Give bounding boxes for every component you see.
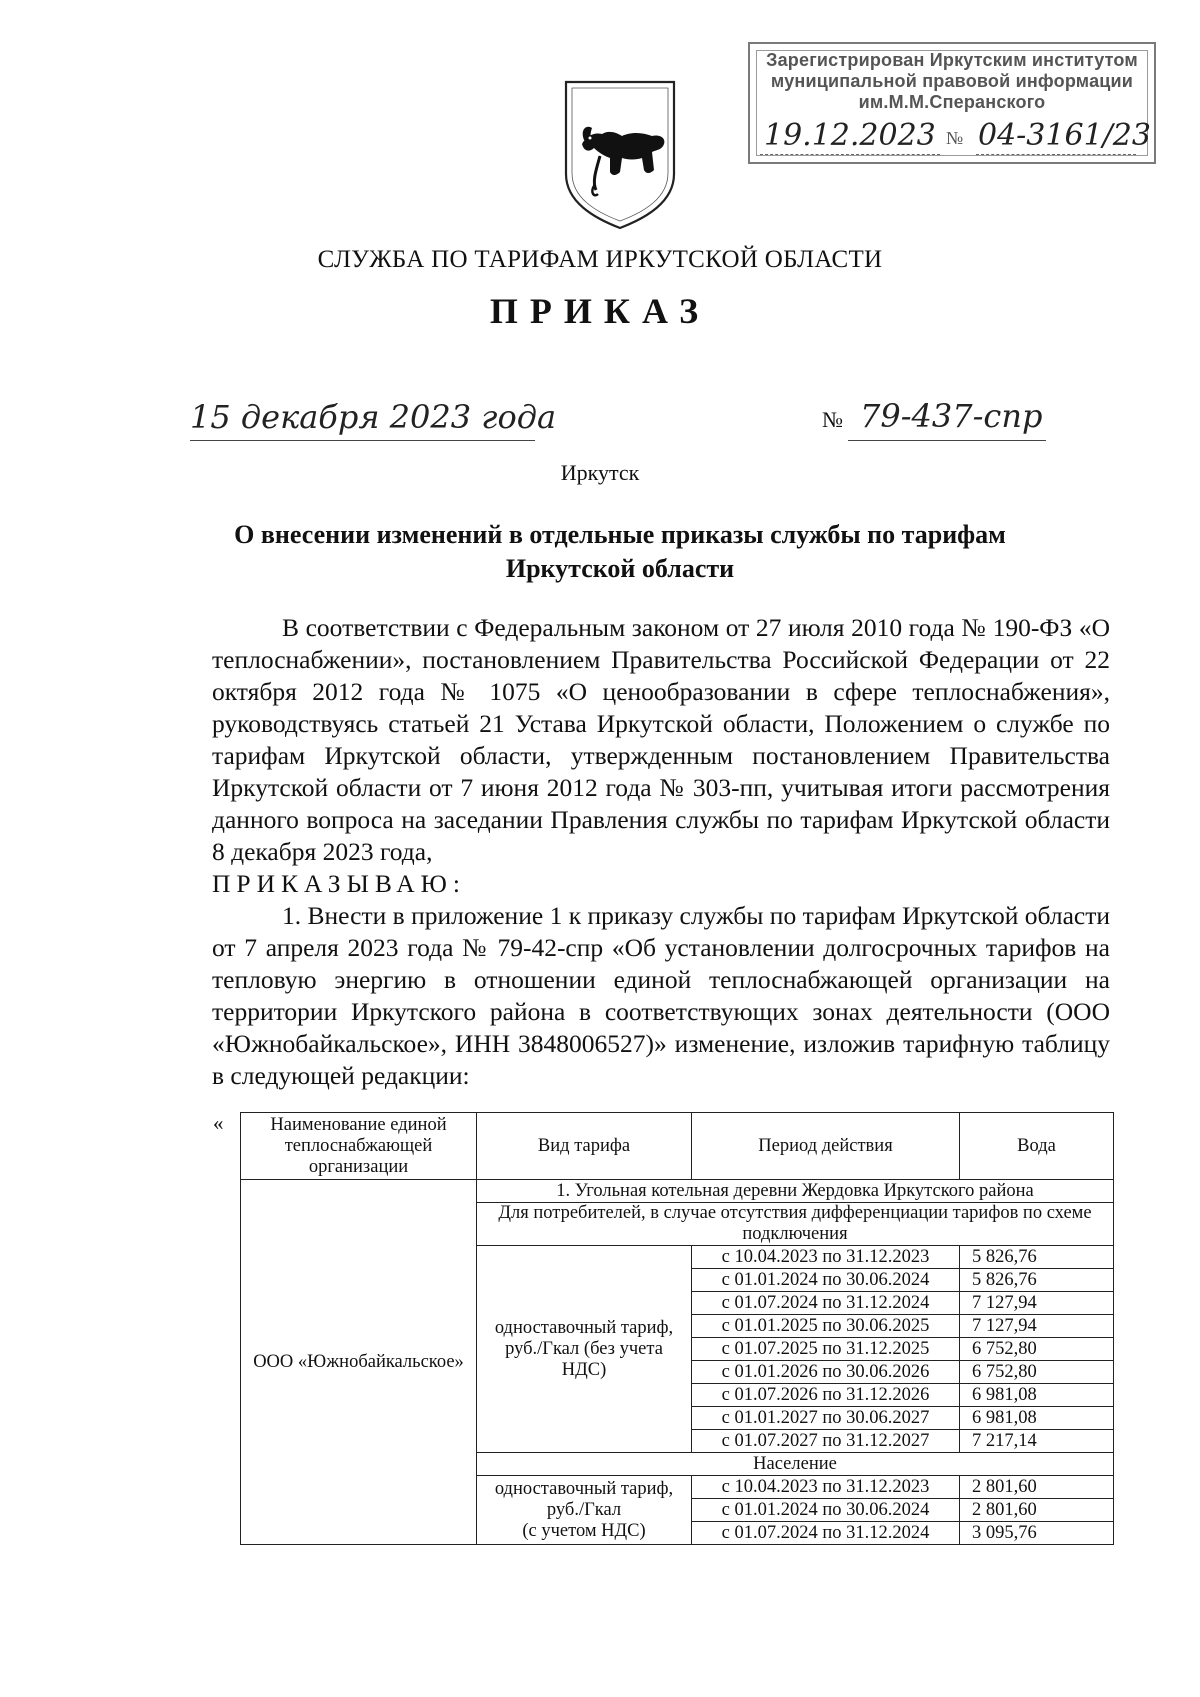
stamp-line-3: им.М.М.Сперанского — [858, 92, 1046, 112]
period-cell: с 01.07.2024 по 31.12.2024 — [692, 1522, 960, 1545]
header-period: Период действия — [692, 1113, 960, 1180]
value-cell: 7 127,94 — [960, 1292, 1114, 1315]
organization-cell: ООО «Южнобайкальское» — [241, 1180, 477, 1545]
stamp-line-2: муниципальной правовой информации — [770, 71, 1134, 91]
period-cell: с 01.01.2027 по 30.06.2027 — [692, 1407, 960, 1430]
group-1-title: Для потребителей, в случае отсутствия дифференциации тарифов по схеме подключения — [477, 1203, 1114, 1246]
table-header-row — [241, 1113, 1114, 1180]
group-2-tariff-type — [477, 1476, 692, 1545]
value-cell: 5 826,76 — [960, 1269, 1114, 1292]
value-cell: 7 127,94 — [960, 1315, 1114, 1338]
stamp-number-label: № — [946, 128, 964, 148]
preamble-paragraph: В соответствии с Федеральным законом от 27 июля 2010 года № 190-ФЗ «О теплоснабжении», постановлением Правительства Российской Федерации от 22 октября 2012 года № 1075 «О ценообразовании в сфере теплоснабжения», руководствуясь статьей 21 Устава Иркутской области, Положением о службе по тарифам Иркутской области, утвержденным постановлением Правительства Иркутской области от 7 июня 2012 года № 303-пп, учитывая итоги рассмотрения данного вопроса на заседании Правления службы по тарифам Иркутской области 8 декабря 2023 года, — [212, 613, 1110, 866]
tariff-table — [240, 1112, 1114, 1545]
stamp-date: 19.12.2023 — [764, 118, 936, 153]
stamp-line-1: Зарегистрирован Иркутским институтом — [766, 50, 1138, 70]
period-cell: с 01.01.2026 по 30.06.2026 — [692, 1361, 960, 1384]
period-cell: с 01.01.2024 по 30.06.2024 — [692, 1499, 960, 1522]
value-cell: 2 801,60 — [960, 1476, 1114, 1499]
stamp-date-underline — [760, 154, 940, 155]
period-cell: с 01.07.2025 по 31.12.2025 — [692, 1338, 960, 1361]
period-cell: с 10.04.2023 по 31.12.2023 — [692, 1246, 960, 1269]
opening-quote: « — [213, 1111, 224, 1135]
order-number-underline — [848, 440, 1046, 441]
value-cell: 3 095,76 — [960, 1522, 1114, 1545]
title-line-2: Иркутской области — [505, 554, 735, 583]
header-water: Вода — [960, 1113, 1114, 1180]
document-title — [230, 518, 1010, 586]
stamp-date-row — [750, 116, 1154, 156]
document-type: ПРИКАЗ — [489, 291, 711, 331]
period-cell: с 01.01.2024 по 30.06.2024 — [692, 1269, 960, 1292]
period-cell: с 01.07.2026 по 31.12.2026 — [692, 1384, 960, 1407]
value-cell: 5 826,76 — [960, 1246, 1114, 1269]
stamp-number: 04-3161/23 — [978, 118, 1151, 153]
order-number-label: № — [822, 407, 843, 432]
order-number: 79-437-спр — [860, 397, 1043, 435]
section-row — [241, 1180, 1114, 1203]
header-tariff-type: Вид тарифа — [477, 1113, 692, 1180]
period-cell: с 01.07.2024 по 31.12.2024 — [692, 1292, 960, 1315]
value-cell: 7 217,14 — [960, 1430, 1114, 1453]
document-body — [212, 612, 1110, 1092]
city: Иркутск — [560, 460, 640, 485]
value-cell: 2 801,60 — [960, 1499, 1114, 1522]
stamp-number-underline — [976, 154, 1136, 155]
value-cell: 6 981,08 — [960, 1384, 1114, 1407]
group-1-tariff-type: одноставочный тариф, руб./Гкал (без учета НДС) — [477, 1246, 692, 1453]
section-title: 1. Угольная котельная деревни Жердовка Иркутского района — [477, 1180, 1114, 1203]
value-cell: 6 752,80 — [960, 1361, 1114, 1384]
order-date-underline — [190, 440, 535, 441]
title-line-1: О внесении изменений в отдельные приказы службы по тарифам — [234, 520, 1006, 549]
coat-of-arms-icon — [560, 78, 680, 230]
group-2-title: Население — [477, 1453, 1114, 1476]
header-org: Наименование единой теплоснабжающей организации — [241, 1113, 477, 1180]
item-1-paragraph: 1. Внести в приложение 1 к приказу службы по тарифам Иркутской области от 7 апреля 2023 года № 79-42-спр «Об установлении долгосрочных тарифов на тепловую энергию в отношении единой теплоснабжающей организации на территории Иркутского района в соответствующих зонах деятельности (ООО «Южнобайкальское», ИНН 3848006527)» изменение, изложив тарифную таблицу в следующей редакции: — [212, 901, 1110, 1090]
group-2-tariff-type-line-1: одноставочный тариф, — [494, 1478, 674, 1499]
registration-stamp — [748, 42, 1156, 164]
group-2-tariff-type-line-2: руб./Гкал — [546, 1499, 622, 1520]
group-2-tariff-type-line-3: (с учетом НДС) — [522, 1520, 646, 1541]
period-cell: с 01.01.2025 по 30.06.2025 — [692, 1315, 960, 1338]
order-date: 15 декабря 2023 года — [190, 398, 557, 436]
agency-name: СЛУЖБА ПО ТАРИФАМ ИРКУТСКОЙ ОБЛАСТИ — [317, 246, 883, 273]
value-cell: 6 981,08 — [960, 1407, 1114, 1430]
period-cell: с 10.04.2023 по 31.12.2023 — [692, 1476, 960, 1499]
order-word: ПРИКАЗЫВАЮ: — [212, 869, 466, 898]
value-cell: 6 752,80 — [960, 1338, 1114, 1361]
period-cell: с 01.07.2027 по 31.12.2027 — [692, 1430, 960, 1453]
